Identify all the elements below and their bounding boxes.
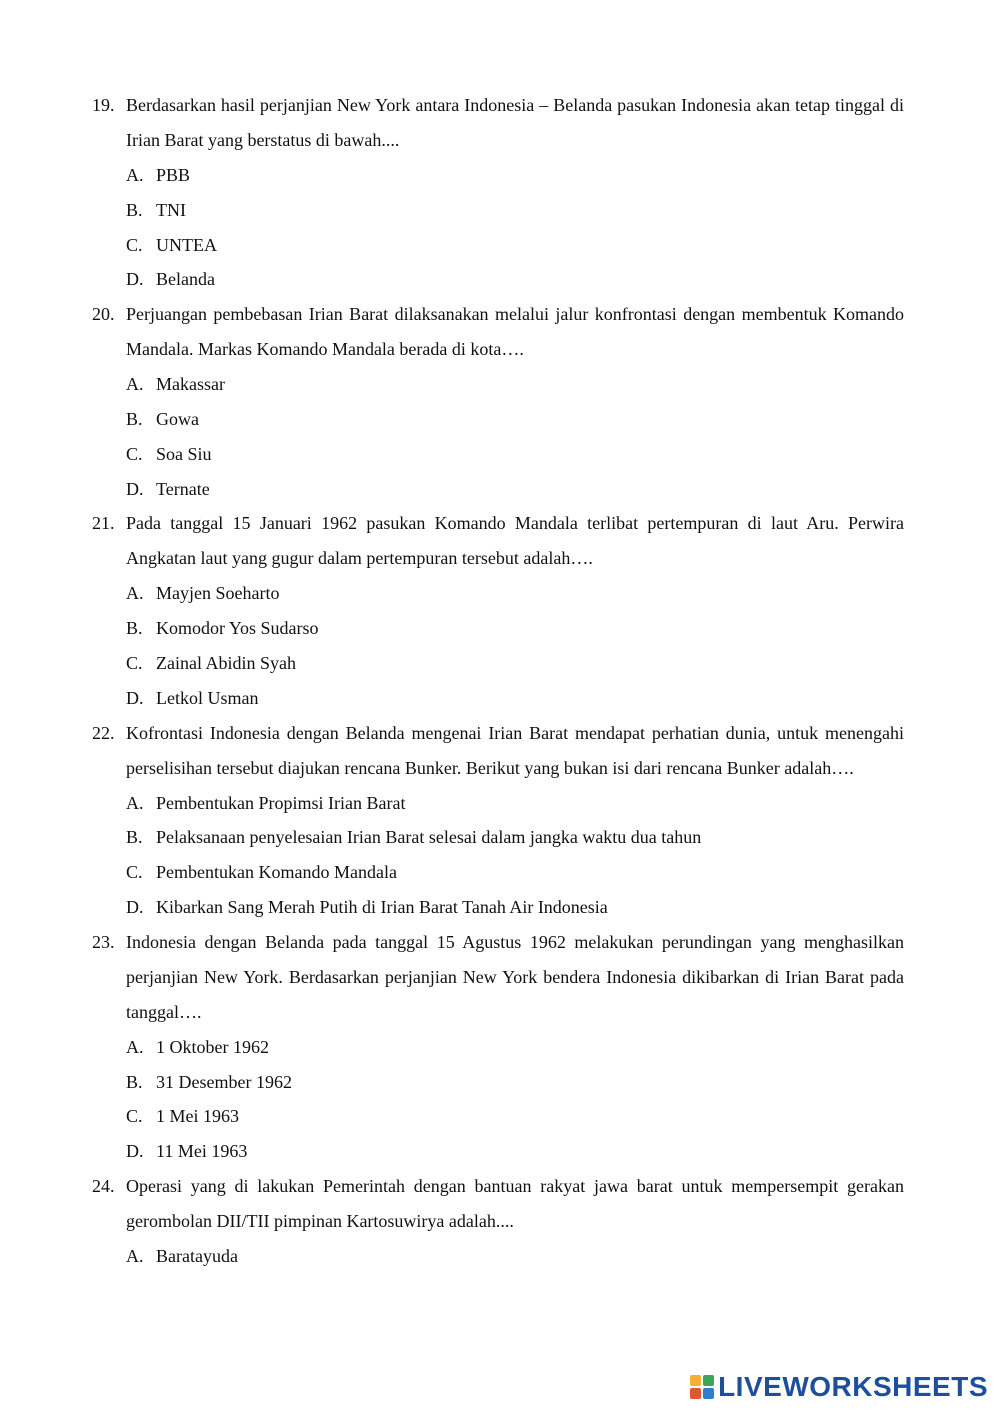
- option-a: [126, 786, 904, 821]
- question-24: [92, 1169, 904, 1274]
- brand-name: LIVEWORKSHEETS: [718, 1371, 988, 1402]
- option-letter: A.: [126, 792, 144, 813]
- option-text: Soa Siu: [156, 443, 212, 464]
- option-letter: B.: [126, 1071, 143, 1092]
- option-text: Kibarkan Sang Merah Putih di Irian Barat Tanah Air Indonesia: [156, 896, 608, 917]
- option-text: UNTEA: [156, 234, 217, 255]
- option-letter: A.: [126, 1245, 144, 1266]
- option-letter: B.: [126, 827, 143, 848]
- question-20: [92, 297, 904, 506]
- option-b: [126, 1065, 904, 1100]
- option-c: [126, 437, 904, 472]
- option-text: Pembentukan Komando Mandala: [156, 862, 397, 883]
- answer-options: [126, 1030, 904, 1169]
- question-21: [92, 506, 904, 715]
- option-letter: B.: [126, 408, 143, 429]
- option-letter: D.: [126, 478, 144, 499]
- option-letter: A.: [126, 165, 144, 185]
- option-letter: D.: [126, 896, 144, 917]
- question-number: 24.: [92, 1175, 115, 1196]
- worksheet-page: [92, 88, 904, 1274]
- option-text: Komodor Yos Sudarso: [156, 618, 319, 639]
- question-text: Indonesia dengan Belanda pada tanggal 15 Agustus 1962 melakukan perundingan yang menghasilkan perjanjian New York. Berdasarkan perjanjian New York bendera Indonesia dikibarkan di Irian Barat pada tanggal….: [126, 931, 904, 1022]
- option-a: [126, 1239, 904, 1274]
- option-letter: D.: [126, 269, 144, 290]
- question-number: 20.: [92, 304, 115, 325]
- option-text: Belanda: [156, 269, 215, 290]
- option-d: [126, 681, 904, 716]
- option-text: 1 Mei 1963: [156, 1106, 239, 1127]
- question-text: Operasi yang di lakukan Pemerintah dengan bantuan rakyat jawa barat untuk mempersempit gerakan gerombolan DII/TII pimpinan Kartosuwirya adalah....: [126, 1175, 904, 1231]
- option-d: [126, 890, 904, 925]
- option-text: Pembentukan Propimsi Irian Barat: [156, 792, 406, 813]
- liveworksheets-logo-icon: [690, 1375, 714, 1399]
- option-letter: A.: [126, 1036, 144, 1057]
- option-d: [126, 472, 904, 507]
- logo-square: [703, 1375, 714, 1386]
- option-b: [126, 402, 904, 437]
- answer-options: [126, 786, 904, 925]
- option-c: [126, 855, 904, 890]
- option-text: Pelaksanaan penyelesaian Irian Barat selesai dalam jangka waktu dua tahun: [156, 827, 702, 848]
- option-letter: B.: [126, 199, 143, 220]
- option-text: 11 Mei 1963: [156, 1141, 248, 1162]
- option-letter: C.: [126, 652, 143, 673]
- option-b: [126, 193, 904, 228]
- logo-square: [690, 1388, 701, 1399]
- option-a: [126, 367, 904, 402]
- option-a: [126, 1030, 904, 1065]
- question-text: Kofrontasi Indonesia dengan Belanda mengenai Irian Barat mendapat perhatian dunia, untuk menengahi perselisihan tersebut diajukan rencana Bunker. Berikut yang bukan isi dari rencana Bunker adalah….: [126, 722, 904, 778]
- option-letter: C.: [126, 234, 143, 255]
- option-text: Letkol Usman: [156, 687, 259, 708]
- option-text: Zainal Abidin Syah: [156, 652, 296, 673]
- option-text: TNI: [156, 199, 186, 220]
- answer-options: [126, 367, 904, 506]
- question-number: 21.: [92, 513, 115, 534]
- question-text: Pada tanggal 15 Januari 1962 pasukan Komando Mandala terlibat pertempuran di laut Aru. Perwira Angkatan laut yang gugur dalam pertempuran tersebut adalah….: [126, 513, 904, 569]
- option-b: [126, 820, 904, 855]
- question-22: [92, 716, 904, 925]
- option-d: [126, 1134, 904, 1169]
- option-c: [126, 646, 904, 681]
- liveworksheets-brand[interactable]: [690, 1370, 988, 1404]
- option-text: Mayjen Soeharto: [156, 583, 280, 604]
- option-letter: A.: [126, 583, 144, 604]
- question-19: [92, 88, 904, 297]
- option-letter: C.: [126, 1106, 143, 1127]
- option-text: 1 Oktober 1962: [156, 1036, 269, 1057]
- question-number: 19.: [92, 95, 115, 115]
- option-a: [126, 576, 904, 611]
- option-text: PBB: [156, 165, 191, 185]
- option-text: Ternate: [156, 478, 210, 499]
- option-b: [126, 611, 904, 646]
- option-letter: A.: [126, 374, 144, 395]
- logo-square: [690, 1375, 701, 1386]
- option-text: Makassar: [156, 374, 225, 395]
- option-letter: B.: [126, 618, 143, 639]
- option-text: Baratayuda: [156, 1245, 238, 1266]
- logo-square: [703, 1388, 714, 1399]
- question-text: Perjuangan pembebasan Irian Barat dilaksanakan melalui jalur konfrontasi dengan membentuk Komando Mandala. Markas Komando Mandala berada di kota….: [126, 304, 904, 360]
- option-letter: C.: [126, 862, 143, 883]
- option-c: [126, 1099, 904, 1134]
- option-text: 31 Desember 1962: [156, 1071, 292, 1092]
- answer-options: [126, 158, 904, 297]
- option-c: [126, 228, 904, 263]
- option-letter: D.: [126, 1141, 144, 1162]
- question-text: Berdasarkan hasil perjanjian New York antara Indonesia – Belanda pasukan Indonesia akan tetap tinggal di Irian Barat yang berstatus di bawah....: [126, 95, 904, 150]
- option-letter: C.: [126, 443, 143, 464]
- answer-options: [126, 576, 904, 715]
- question-number: 22.: [92, 722, 115, 743]
- option-a: [126, 158, 904, 193]
- answer-options: [126, 1239, 904, 1274]
- question-23: [92, 925, 904, 1169]
- question-number: 23.: [92, 931, 115, 952]
- option-text: Gowa: [156, 408, 199, 429]
- option-letter: D.: [126, 687, 144, 708]
- option-d: [126, 262, 904, 297]
